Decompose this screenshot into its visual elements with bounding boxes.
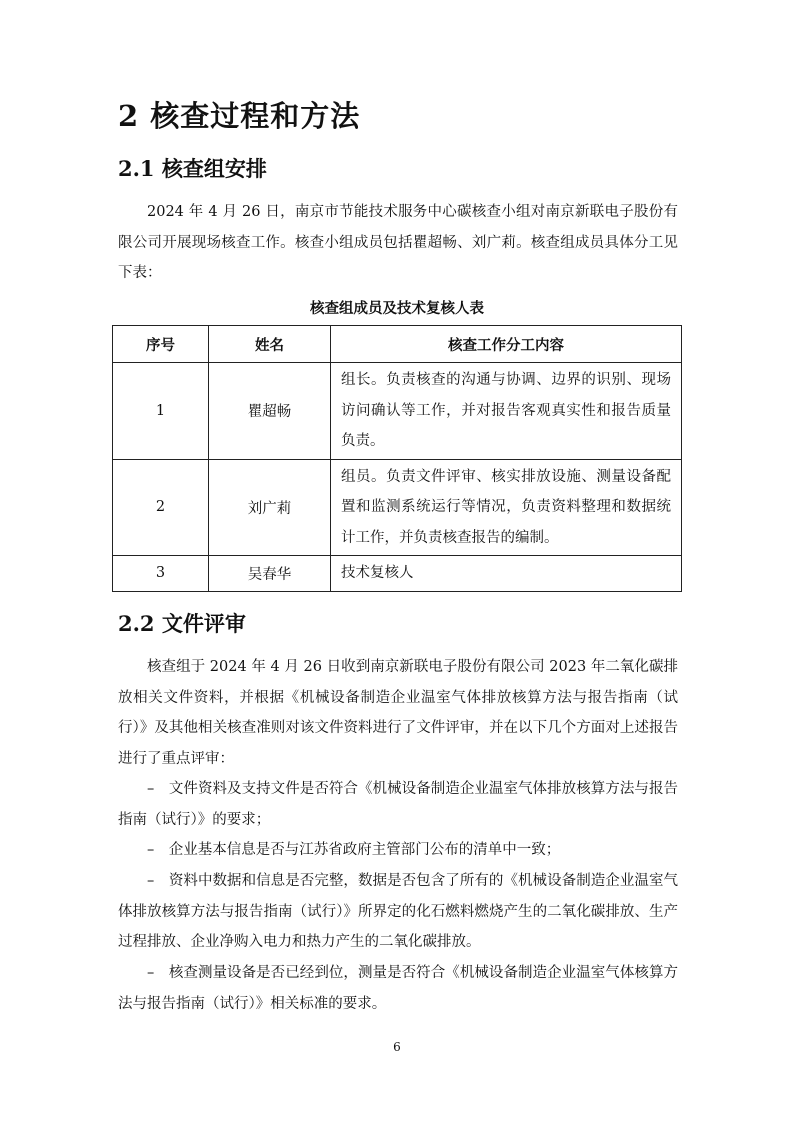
header-duty: 核查工作分工内容 xyxy=(331,326,682,363)
table-header-row xyxy=(113,326,682,363)
header-no: 序号 xyxy=(113,326,209,363)
subsection-title-review: 2.2 文件评审 xyxy=(118,611,246,636)
team-table xyxy=(112,325,682,592)
table-caption: 核查组成员及技术复核人表 xyxy=(310,300,484,317)
team-paragraph: 2024 年 4 月 26 日，南京市节能技术服务中心碳核查小组对南京新联电子股份有限公司开展现场核查工作。核查小组成员包括瞿超畅、刘广莉。核查组成员具体分工见下表： xyxy=(118,204,678,281)
cell-name: 刘广莉 xyxy=(209,459,331,556)
cell-duty: 组员。负责文件评审、核实排放设施、测量设备配置和监测系统运行等情况，负责资料整理和数据统计工作，并负责核查报告的编制。 xyxy=(331,459,682,556)
table-row xyxy=(113,363,682,460)
cell-name: 瞿超畅 xyxy=(209,363,331,460)
review-paragraph: 核查组于 2024 年 4 月 26 日收到南京新联电子股份有限公司 2023 年二氧化碳排放相关文件资料，并根据《机械设备制造企业温室气体排放核算方法与报告指南（试行）》及其他相关核查准则对该文件资料进行了文件评审，并在以下几个方面对上述报告进行了重点评审： xyxy=(118,659,678,767)
cell-no: 3 xyxy=(113,556,209,592)
cell-duty: 技术复核人 xyxy=(331,556,682,592)
table-row xyxy=(113,459,682,556)
cell-duty: 组长。负责核查的沟通与协调、边界的识别、现场访问确认等工作，并对报告客观真实性和报告质量负责。 xyxy=(331,363,682,460)
cell-name: 吴春华 xyxy=(209,556,331,592)
cell-no: 1 xyxy=(113,363,209,460)
subsection-title-team: 2.1 核查组安排 xyxy=(118,156,267,181)
section-title: 2 核查过程和方法 xyxy=(118,99,361,133)
cell-no: 2 xyxy=(113,459,209,556)
header-name: 姓名 xyxy=(209,326,331,363)
table-row xyxy=(113,556,682,592)
review-bullet-2: – 企业基本信息是否与江苏省政府主管部门公布的清单中一致； xyxy=(147,842,561,858)
review-bullet-1: – 文件资料及支持文件是否符合《机械设备制造企业温室气体排放核算方法与报告指南（试行）》的要求； xyxy=(118,781,678,828)
page-number: 6 xyxy=(393,1040,401,1054)
review-bullet-4: – 核查测量设备是否已经到位，测量是否符合《机械设备制造企业温室气体核算方法与报告指南（试行）》相关标准的要求。 xyxy=(118,965,678,1012)
review-bullet-3: – 资料中数据和信息是否完整，数据是否包含了所有的《机械设备制造企业温室气体排放核算方法与报告指南（试行）》所界定的化石燃料燃烧产生的二氧化碳排放、生产过程排放、企业净购入电力和热力产生的二氧化碳排放。 xyxy=(118,873,678,950)
